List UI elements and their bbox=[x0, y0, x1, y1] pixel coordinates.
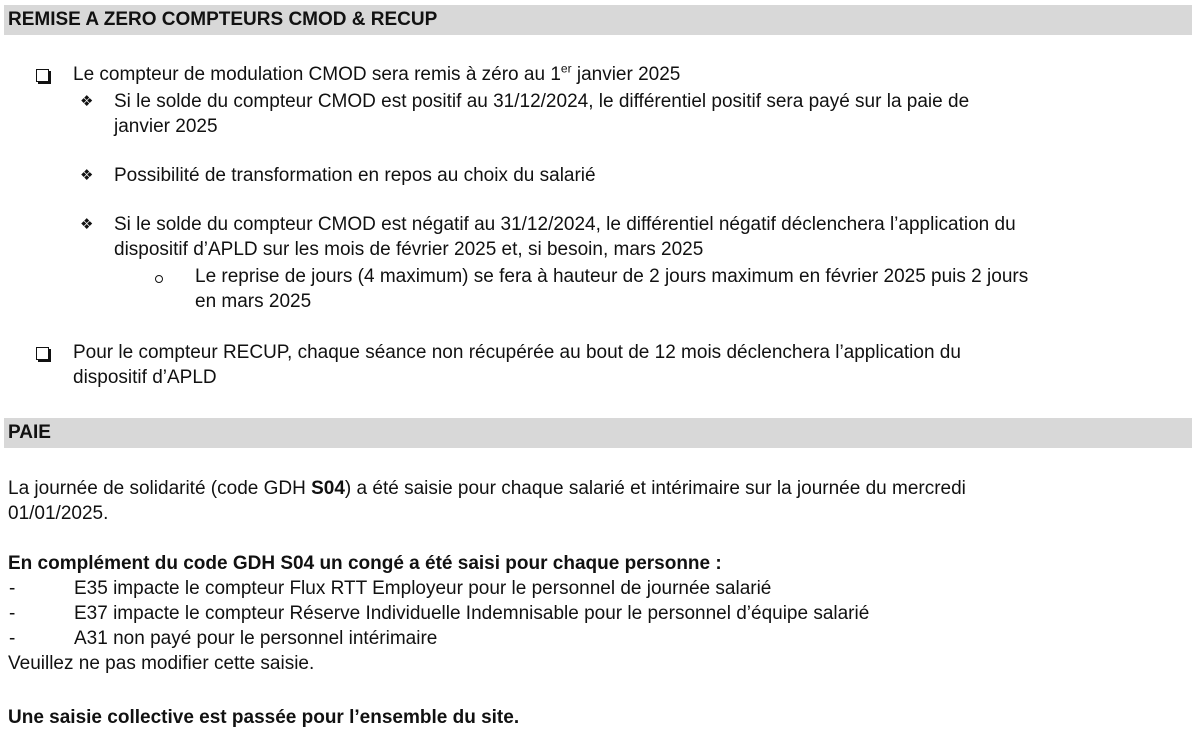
sub-item bbox=[114, 163, 596, 188]
section-header-paie bbox=[4, 418, 1192, 448]
list-item: A31 non payé pour le personnel intérimaire bbox=[74, 628, 438, 649]
dash-bullet: - bbox=[9, 628, 16, 649]
paragraph-text: La journée de solidarité (code GDH bbox=[8, 478, 312, 499]
sub-sub-item-text: Le reprise de jours (4 maximum) se fera à hauteur de 2 jours maximum en février 2025 puis 2 jours bbox=[195, 266, 1029, 287]
sub-item-text: Possibilité de transformation en repos au choix du salarié bbox=[114, 165, 596, 186]
checkbox-icon bbox=[36, 69, 49, 82]
closing-text: Une saisie collective est passée pour l’ensemble du site. bbox=[8, 707, 520, 728]
item-text: Pour le compteur RECUP, chaque séance non récupérée au bout de 12 mois déclenchera l’application du bbox=[73, 342, 961, 363]
diamond-bullet-icon: ❖ bbox=[80, 216, 94, 233]
list-item bbox=[73, 340, 1173, 390]
diamond-bullet-icon: ❖ bbox=[80, 167, 94, 184]
paragraph-text: 01/01/2025. bbox=[8, 503, 109, 524]
list-item: E35 impacte le compteur Flux RTT Employeur pour le personnel de journée salarié bbox=[74, 578, 772, 599]
item-text: Le compteur de modulation CMOD sera remis à zéro au 1 bbox=[73, 64, 561, 85]
sub-item-text: dispositif d’APLD sur les mois de février 2025 et, si besoin, mars 2025 bbox=[114, 239, 704, 260]
paragraph-text: ) a été saisie pour chaque salarié et intérimaire sur la journée du mercredi bbox=[344, 478, 966, 499]
sub-item-text: janvier 2025 bbox=[114, 116, 218, 137]
diamond-bullet-icon: ❖ bbox=[80, 93, 94, 110]
list-item: E37 impacte le compteur Réserve Individuelle Indemnisable pour le personnel d’équipe salarié bbox=[74, 603, 870, 624]
item-text: janvier 2025 bbox=[571, 64, 681, 85]
sub-sub-item bbox=[195, 264, 1190, 314]
circle-bullet-icon bbox=[155, 275, 163, 283]
sub-item-text: Si le solde du compteur CMOD est négatif au 31/12/2024, le différentiel négatif déclenchera l’application du bbox=[114, 214, 1016, 235]
section-title: PAIE bbox=[8, 422, 51, 443]
sub-item bbox=[114, 212, 1194, 262]
list-item bbox=[73, 62, 680, 87]
section-header-remise bbox=[4, 5, 1192, 35]
superscript: er bbox=[560, 61, 572, 76]
code-bold: S04 bbox=[311, 478, 345, 499]
dash-bullet: - bbox=[9, 603, 16, 624]
sub-item-text: Si le solde du compteur CMOD est positif au 31/12/2024, le différentiel positif sera payé sur la paie de bbox=[114, 91, 970, 112]
complement-heading: En complément du code GDH S04 un congé a été saisi pour chaque personne : bbox=[8, 553, 722, 574]
sub-item bbox=[114, 89, 1174, 139]
sub-sub-item-text: en mars 2025 bbox=[195, 291, 312, 312]
checkbox-icon bbox=[36, 347, 49, 360]
section-title: REMISE A ZERO COMPTEURS CMOD & RECUP bbox=[8, 9, 438, 30]
dash-bullet: - bbox=[9, 578, 16, 599]
note-text: Veuillez ne pas modifier cette saisie. bbox=[8, 653, 315, 674]
paragraph bbox=[8, 476, 1188, 526]
item-text: dispositif d’APLD bbox=[73, 367, 217, 388]
